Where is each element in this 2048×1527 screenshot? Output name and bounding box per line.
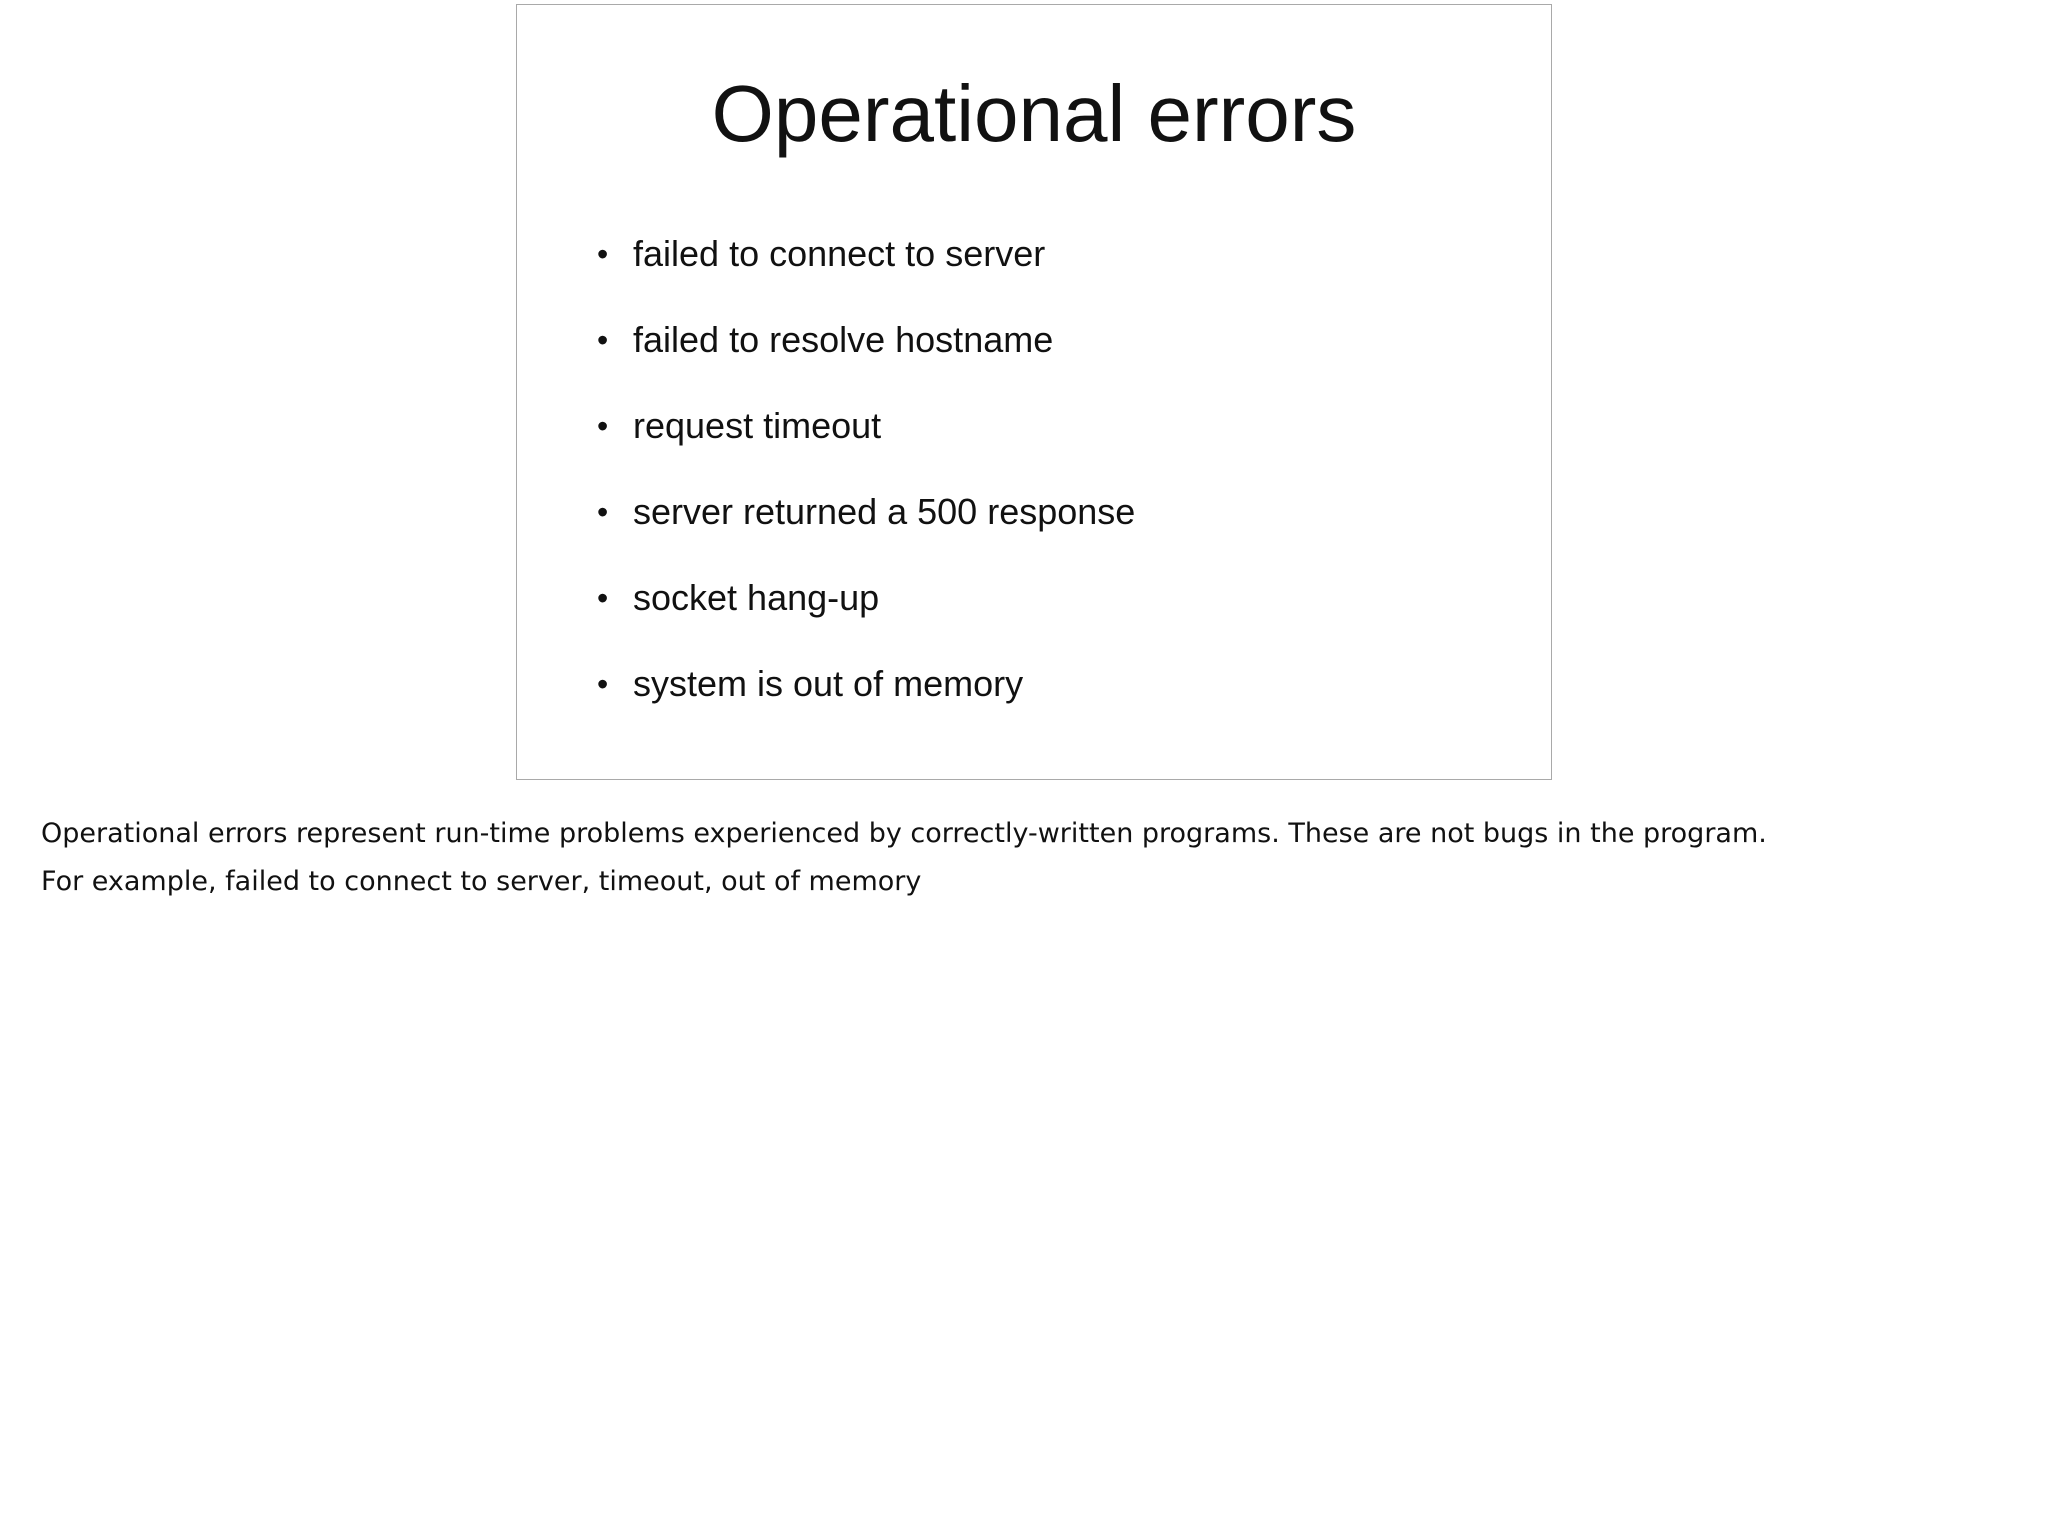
bullet-item (597, 313, 1135, 399)
bullet-dot-icon: • (597, 666, 609, 702)
bullet-text: server returned a 500 response (633, 491, 1136, 532)
bullet-item (597, 227, 1135, 313)
bullet-list (597, 227, 1135, 743)
bullet-dot-icon: • (597, 236, 609, 272)
bullet-item (597, 571, 1135, 657)
speaker-notes (41, 810, 2001, 906)
bullet-dot-icon: • (597, 494, 609, 530)
bullet-dot-icon: • (597, 322, 609, 358)
bullet-item (597, 657, 1135, 743)
bullet-text: failed to resolve hostname (633, 319, 1054, 360)
slide-frame (516, 4, 1552, 780)
bullet-dot-icon: • (597, 580, 609, 616)
bullet-item (597, 399, 1135, 485)
bullet-text: socket hang-up (633, 577, 880, 618)
notes-line: Operational errors represent run-time problems experienced by correctly-written programs. These are not bugs in the program. (41, 818, 1767, 849)
bullet-dot-icon: • (597, 408, 609, 444)
slide-title: Operational errors (711, 69, 1357, 158)
bullet-item (597, 485, 1135, 571)
notes-line: For example, failed to connect to server, timeout, out of memory (41, 866, 922, 897)
bullet-text: failed to connect to server (633, 233, 1046, 274)
bullet-text: system is out of memory (633, 663, 1024, 704)
bullet-text: request timeout (633, 405, 882, 446)
